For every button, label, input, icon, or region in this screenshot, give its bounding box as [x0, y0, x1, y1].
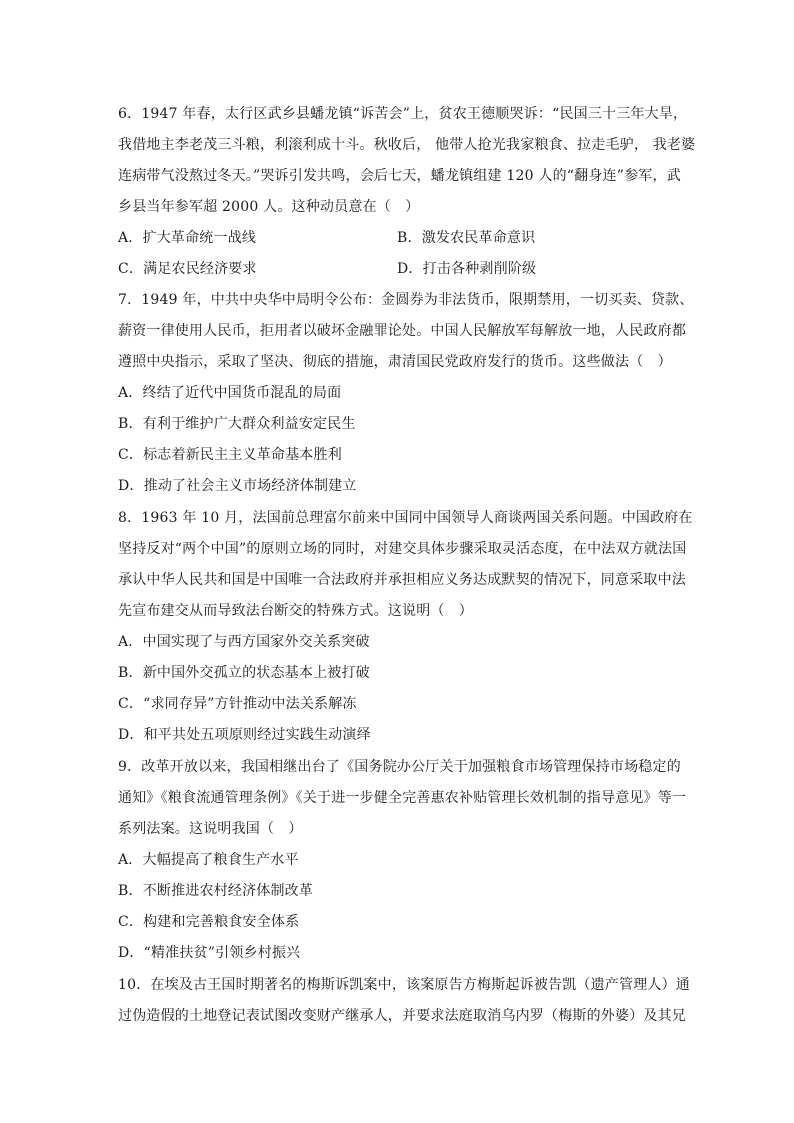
- q8-line-4: 先宣布建交从而导致法台断交的特殊方式。这说明（ ）: [118, 603, 473, 619]
- q10-line-2: 过伪造假的土地登记表试图改变财产继承人，并要求法庭取消乌内罗（梅斯的外婆）及其兄: [118, 1008, 686, 1024]
- q8-option-d: D．和平共处五项原则经过实践生动演绎: [118, 727, 371, 743]
- q7-line-2: 薪资一律使用人民币，拒用者以破坏金融罪论处。中国人民解放军每解放一地，人民政府都: [118, 323, 686, 339]
- q8-option-a: A．中国实现了与西方国家外交关系突破: [118, 634, 370, 650]
- q6-line-1: 6．1947 年春，太行区武乡县蟠龙镇“诉苦会”上，贫农王德顺哭诉：“民国三十三年大旱，: [118, 106, 688, 122]
- q9-option-d: D．“精准扶贫”引领乡村振兴: [118, 945, 301, 961]
- q6-option-b: B．激发农民革命意识: [397, 230, 536, 246]
- q6-line-3: 连病带气没熬过冬天。”哭诉引发共鸣，会后七天，蟠龙镇组建 120 人的“翻身连”参军，武: [118, 168, 681, 184]
- q9-line-3: 系列法案。这说明我国（ ）: [118, 821, 303, 837]
- q8-option-b: B．新中国外交孤立的状态基本上被打破: [118, 665, 370, 681]
- q6-option-c: C．满足农民经济要求: [118, 261, 257, 277]
- q8-option-c: C．“求同存异”方针推动中法关系解冻: [118, 696, 357, 712]
- q7-line-3: 遵照中央指示，采取了坚决、彻底的措施，肃清国民党政府发行的货币。这些做法（ ）: [118, 354, 672, 370]
- q6-line-2: 我借地主李老茂三斗粮，利滚利成十斗。秋收后， 他带人抢光我家粮食、拉走毛驴， 我老婆: [118, 137, 696, 153]
- q6-line-4: 乡县当年参军超 2000 人。这种动员意在（ ）: [118, 199, 420, 215]
- q7-option-c: C．标志着新民主主义革命基本胜利: [118, 447, 342, 463]
- q9-line-1: 9．改革开放以来，我国相继出台了《国务院办公厅关于加强粮食市场管理保持市场稳定的: [118, 759, 681, 775]
- q6-option-a: A．扩大革命统一战线: [118, 230, 257, 246]
- q10-line-1: 10．在埃及古王国时期著名的梅斯诉凯案中，该案原告方梅斯起诉被告凯（遗产管理人）通: [118, 977, 691, 993]
- q7-option-a: A．终结了近代中国货币混乱的局面: [118, 385, 342, 401]
- q6-option-d: D．打击各种剥削阶级: [397, 261, 537, 277]
- q8-line-3: 承认中华人民共和国是中国唯一合法政府并承担相应义务达成默契的情况下，同意采取中法: [118, 572, 686, 588]
- q8-line-1: 8．1963 年 10 月，法国前总理富尔前来中国同中国领导人商谈两国关系问题。中国政府在: [118, 510, 693, 526]
- q7-option-b: B．有利于维护广大群众利益安定民生: [118, 416, 356, 432]
- q9-option-a: A．大幅提高了粮食生产水平: [118, 852, 299, 868]
- q8-line-2: 坚持反对“两个中国”的原则立场的同时，对建交具体步骤采取灵活态度，在中法双方就法国: [118, 541, 687, 557]
- q7-option-d: D．推动了社会主义市场经济体制建立: [118, 478, 357, 494]
- q9-line-2: 通知》《粮食流通管理条例》《关于进一步健全完善惠农补贴管理长效机制的指导意见》等一: [118, 790, 687, 806]
- q9-option-b: B．不断推进农村经济体制改革: [118, 883, 314, 899]
- q7-line-1: 7．1949 年，中共中央华中局明令公布：金圆券为非法货币，限期禁用，一切买卖、贷款、: [118, 292, 694, 308]
- q9-option-c: C．构建和完善粮食安全体系: [118, 914, 300, 930]
